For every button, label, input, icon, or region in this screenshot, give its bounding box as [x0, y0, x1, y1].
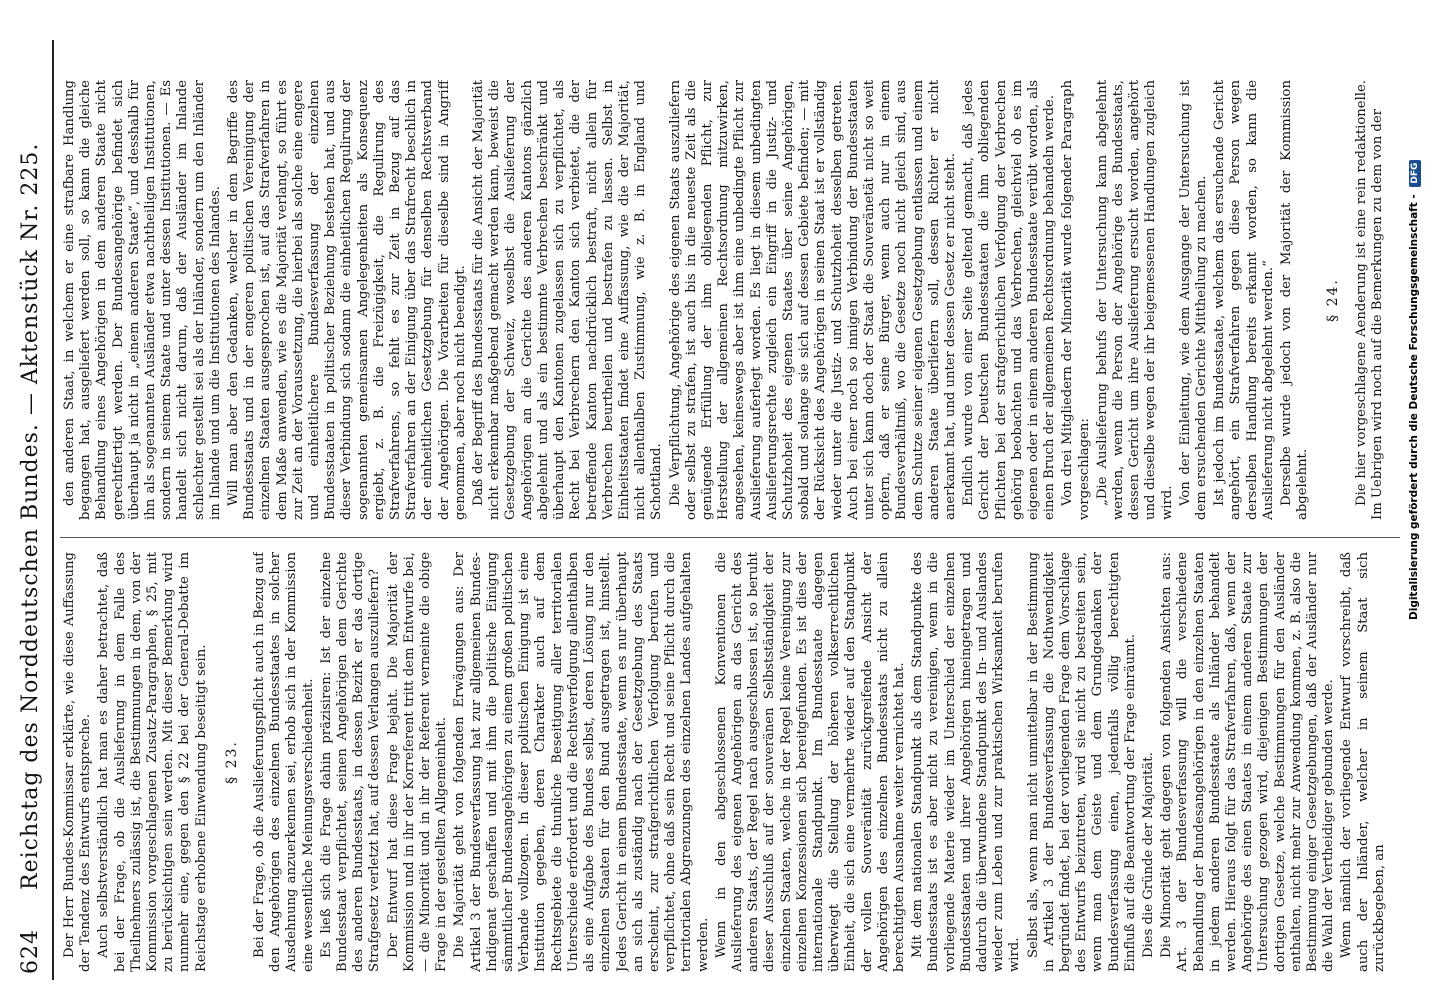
paragraph: „Die Auslieferung behufs der Untersuchung kann abgelehnt werden, wenn die Person der Angehörige des Bundesstaats, dessen Gericht um ihre Auslieferung ersucht worden, angehört und dieselbe wegen der ihr beigemessenen Handlungen zugleich wird. [1094, 80, 1175, 520]
paragraph: Die Majorität geht von folgenden Erwägungen aus: Der Artikel 3 der Bundesverfassung hat zur allgemeinen Bundes-Indigenat geschaffen und mit ihm die politische Einigung sämmtlicher Bundesangehörigen zu einem großen politischen Verbande vollzogen. In dieser politischen Einigung ist eine Institution gegeben, deren Charakter auch auf dem Rechtsgebiete die thunliche Beseitigung aller territorialen Unterschiede erfordert und die Rechtsverfolgung allenthalben als eine Aufgabe des Bundes selbst, deren Lösung nur den einzelnen Staaten für den Bund ausgetragen ist, hinstellt. Jedes Gericht in einem Bundesstaate, wenn es nur überhaupt an sich als zuständig nach der Gesetzgebung des Staats erscheint, zur strafgerichtlichen Verfolgung berufen und verpflichtet, ohne daß sein Recht und seine Pflicht durch die territorialen Abgrenzungen des einzelnen Landes aufgehalten werden. [452, 552, 711, 972]
header-rule [52, 40, 54, 980]
paragraph: Derselbe wurde jedoch von der Majorität der Kommission abgelehnt. [1279, 80, 1311, 520]
paragraph: Der Entwurf hat diese Frage bejaht. Die Majorität der Kommission und in ihr der Korreferent tritt dem Entwurfe bei, — die Minorität und in ihr der Referent verneinte die obige Frage in der gestellten Allgemeinheit. [385, 552, 450, 972]
digitization-credit [1408, 160, 1421, 620]
left-column [62, 552, 1392, 972]
paragraph: den anderen Staat, in welchem er eine strafbare Handlung begangen hat, ausgeliefert werden soll, so kann die gleiche Behandlung eines Angehörigen in dem anderen Staate nicht gerechtfertigt werden. Der Bundesangehörige befindet sich überhaupt ja nicht in „einem anderen Staate“, und desshalb für ihn als sogenannten Ausländer etwa nachtheiligen Institutionen, sondern in seinem Staate und unter dessen Institutionen. — Es handelt sich nicht darum, daß der Ausländer im Inlande schlechter gestellt sei als der Inländer, sondern um den Inländer im Inlande und um die Institutionen des Inlandes. [62, 80, 223, 520]
paragraph: Will man aber den Gedanken, welcher in dem Begriffe des Bundesstaats und in der engeren politischen Vereinigung der einzelnen Staaten ausgesprochen ist, auf das Strafverfahren in dem Maße anwenden, wie es die Majorität verlangt, so führt es zur Zeit an der Voraussetzung, die hierbei als solche eine engere und einheitlichere Bundesverfassung der einzelnen Bundesstaaten in politischer Beziehung bestehen hat, und aus dieser Verbindung sich sodann die einheitlichen Regulirung der sogenannten gemeinsamen Angelegenheiten als Konsequenz ergiebt, z. B. die Freizügigkeit, die Regulirung des Strafverfahrens, so fehlt es zur Zeit in Bezug auf das Strafverfahren an der Einigung über das Strafrecht beschlich in der einheitlichen Gesetzgebung für denselben Rechtsverband der Angehörigen. Die Vorarbeiten für dieselbe sind in Angriff genommen, aber noch nicht beendigt. [226, 80, 468, 520]
paragraph: Endlich wurde von einer Seite geltend gemacht, daß jedes Gericht der Deutschen Bundesstaaten die ihm obliegenden Pflichten bei der strafgerichtlichen Verfolgung der Verbrechen gehörig beobachten und das Verbrechen, gleichviel ob es im eigenen oder in einem anderen Bundesstaate verübt worden, als einen Bruch der allgemeinen Rechtsordnung behandeln werde. [961, 80, 1058, 520]
right-column [62, 80, 1392, 520]
paragraph: Ist jedoch im Bundesstaate, welchem das ersuchende Gericht angehört, ein Strafverfahren gegen diese Person wegen derselben Handlung bereits erkannt worden, so kann die Auslieferung nicht abgelehnt werden.“ [1212, 80, 1276, 520]
column-divider [60, 537, 1400, 538]
paragraph: Die Verpflichtung, Angehörige des eigenen Staats auszuliefern oder selbst zu strafen, ist auch bis in die neueste Zeit als die genügende Erfüllung der ihm obliegenden Pflicht, zur Herstellung der allgemeinen Rechtsordnung mitzuwirken, angesehen, keineswegs aber ist ihm eine unbedingte Pflicht zur Auslieferung auferlegt worden. Es liegt in diesem unbedingten Auslieferungsrechte zugleich ein Eingriff in die Justiz- und Schutzhoheit des eigenen Staates über seine Angehörigen, sobald und solange sie sich auf dessen Gebiete befinden; — mit der Rücksicht des Angehörigen in seinen Staat ist er vollständig wieder unter die Justiz- und Schutzhoheit desselben getreten. Auch bei einer noch so innigen Verbindung der Bundesstaaten unter sich kann doch der Staat die Souveränetät nicht so weit opfern, daß er seine Bürger, wenn auch nur in einem Bundesverhältniß, wo die Gesetze noch nicht gleich sind, aus dem Schutze seiner eigenen Gesetzgebung entlassen und einem anderen Staate überliefern soll, dessen Richter er nicht anerkannt hat, und unter dessen Gesetz er nicht steht. [667, 80, 958, 520]
paragraph: Die hier vorgeschlagene Aenderung ist eine rein redaktionelle. Im Uebrigen wird noch auf die Bemerkungen zu dem von der [1353, 80, 1385, 520]
running-header: Reichstag des Norddeutschen Bundes. — Aktenstück Nr. 225. [18, 142, 43, 890]
section-heading: § 24. [1325, 278, 1342, 322]
dfg-logo-icon: DFG [1409, 160, 1421, 187]
paragraph: Es ließ sich die Frage dahin präzisiren: Ist der einzelne Bundesstaat verpflichtet, seinen Angehörigen dem Gerichte des anderen Bundesstaats, in dessen Bezirk er das dortige Strafgesetz verletzt hat, auf dessen Verlangen auszuliefern? [318, 552, 383, 972]
paragraph: Bei der Frage, ob die Auslieferungspflicht auch in Bezug auf den Angehörigen des einzelnen Bundesstaates in solcher Ausdehnung anzuerkennen sei, erhob sich in der Kommission eine wesentliche Meinungsverschiedenheit. [252, 552, 316, 972]
paragraph: Mit dem nationalen Standpunkt als dem Standpunkte des Bundesstaats ist es aber nicht zu vereinigen, wenn in die vorliegende Materie wieder im Unterschied der einzelnen Bundesstaaten und ihrer Angehörigen hineingetragen und dadurch die überwundene Standpunkt des In- und Auslandes wieder zum Leben und zur praktischen Wirksamkeit berufen wird. [910, 552, 1023, 972]
paragraph: Wenn in den abgeschlossenen Konventionen die Auslieferung des eigenen Angehörigen an das Gericht des anderen Staats, der Regel nach ausgeschlossen ist, so beruht dieser Ausschluß auf der souveränen Selbstständigkeit der einzelnen Staaten, welche in der Regel keine Vereinigung zur einzelnen Konzessionen sich bereitgefunden. Es ist dies der internationale Standpunkt. Im Bundesstaate dagegen überwiegt die Stellung der höheren volkserrechtlichen Einheit, die sich eine vermehrte wieder auf den Standpunkt der vollen Souveränität zurückgreifende Ansicht der Angehörigen des einzelnen Bundesstaats nicht zu allein berechtigten Ausnahme weiter vernichtet hat. [713, 552, 907, 972]
paragraph: Auch selbstverständlich hat man es daher betrachtet, daß bei der Frage, ob die Auslieferung in dem Falle des Theilnehmers zulässig ist, die Bestimmungen in dem, von der Kommission vorgeschlagenen Zusatz-Paragraphen, § 25, mit zu berücksichtigen sein werden. Mit dieser Bemerkung wird nunmehr eine, gegen den § 22 bei der General-Debatte im Reichstage erhobene Einwendung beseitigt sein. [96, 552, 209, 972]
paragraph: Wenn nämlich der vorliegende Entwurf vorschreibt, daß auch der Inländer, welcher in seinem Staat sich zurückbegeben, an [1339, 552, 1387, 972]
paragraph: Dies die Gründe der Majorität. [1141, 752, 1156, 958]
credit-text: Digitalisierung gefördert durch die Deutsche Forschungsgemeinschaft - [1408, 194, 1420, 620]
paragraph: Von drei Mitgliedern der Minorität wurde folgender Paragraph vorgeschlagen: [1060, 80, 1092, 520]
paragraph: Von der Einleitung, wie dem Ausgange der Untersuchung ist dem ersuchenden Gerichte Mittheilung zu machen. [1177, 80, 1210, 520]
paragraph: Selbst als, wenn man nicht unmittelbar in der Bestimmung in Artikel 3 der Bundesverfassung die Nothwendigkeit begründet findet, bei der vorliegenden Frage dem Vorschlage des Entwurfs beizutreten, wird sie nicht zu bestreiten sein, wenn man dem Geiste und dem Grundgedanken der Bundesverfassung einen, jedenfalls völlig berechtigten Einfluß auf die Beantwortung der Frage einräumt. [1025, 552, 1138, 972]
paragraph: Die Minorität geht dagegen von folgenden Ansichten aus: Art. 3 der Bundesverfassung will die verschiedene Behandlung der Bundesangehörigen in den einzelnen Staaten in jedem anderen Bundesstaate als Inländer behandelt werden. Hieraus folgt für das Strafverfahren, daß, wenn der Angehörige des einen Staates in einem anderen Staate zur Untersuchung gezogen wird, diejenigen Bestimmungen der dortigen Gesetze, welche Bestimmungen für den Ausländer enthalten, nicht mehr zur Anwendung kommen, z. B. also die Bestimmung einiger Gesetzgebungen, daß der Ausländer nur die Wahl der Vertheidiger gebunden werde. [1159, 552, 1337, 972]
page-number: 624 [18, 929, 43, 974]
paragraph: Daß der Begriff des Bundesstaats für die Ansicht der Majorität nicht erkennbar maßgebend gemacht werden kann, beweist die Gesetzgebung der Schweiz, woselbst die Auslieferung der Angehörigen an die Gerichte des anderen Kantons gänzlich abgelehnt und als ein bestimmte Verbrechen beschränkt und überhaupt den Kantonen zugelassen sich zu verpflichtet, als Recht bei Verbrechern den Kanton sich verbietet, die der betreffende Kanton nachdrücklich bestraft, nicht allein für Verbrechen beurtheilen und bestrafen zu lassen. Selbst in Einheitsstaaten findet eine Auffassung, wie die der Majorität, nicht allenthalben Zustimmung, wie z. B. in England und Schottland. [471, 80, 665, 520]
section-heading: § 23. [223, 740, 240, 784]
paragraph: Der Herr Bundes-Kommissar erklärte, wie diese Auffassung der Tendenz des Entwurfs entspreche. [62, 552, 94, 972]
